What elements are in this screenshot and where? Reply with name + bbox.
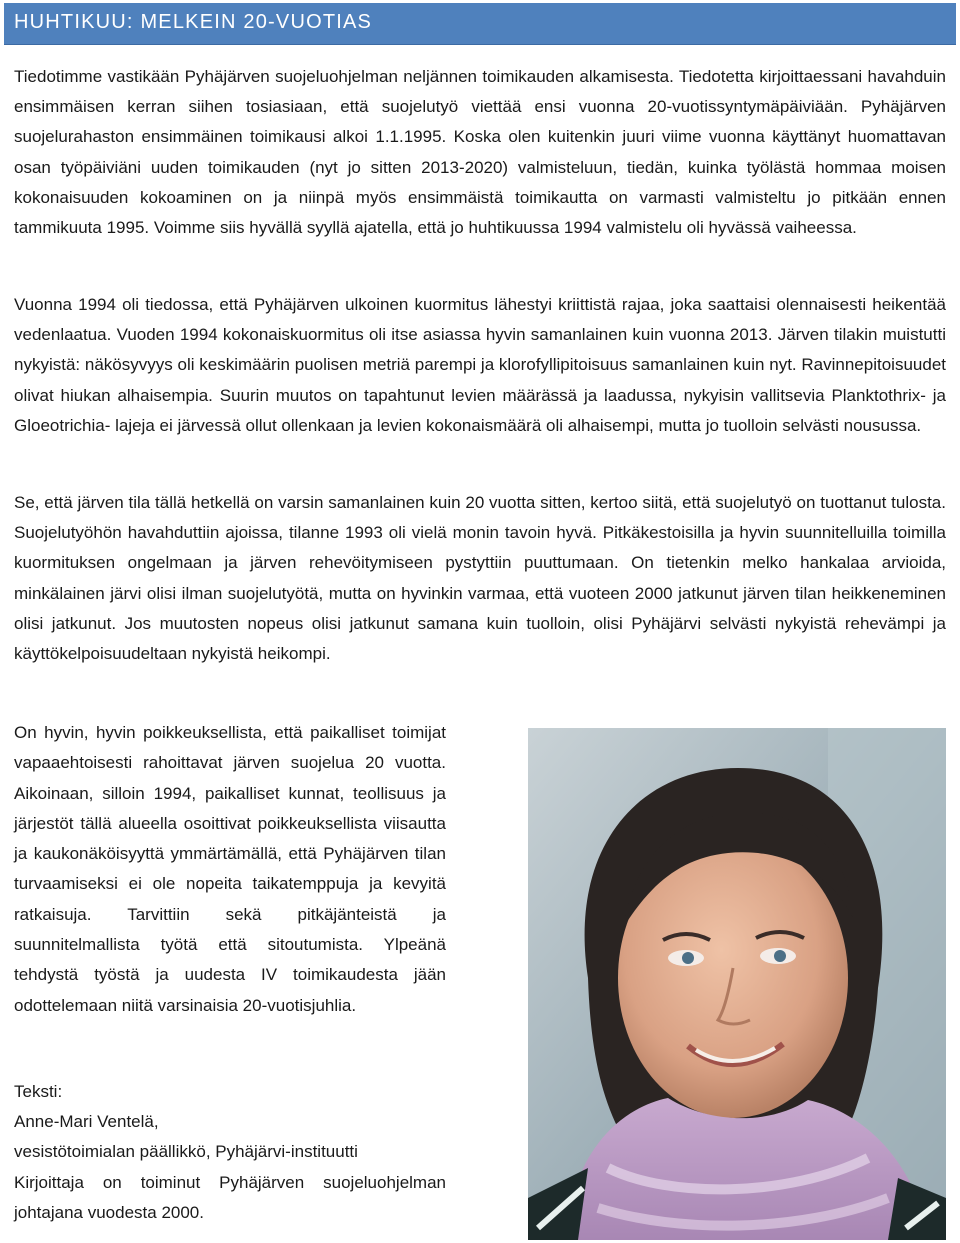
section-header-bar xyxy=(4,3,956,45)
article-paragraph: Se, että järven tila tällä hetkellä on varsin samanlainen kuin 20 vuotta sitten, kertoo siitä, että suojelutyö on tuottanut tulosta. Suojelutyöhön havahduttiin ajoissa, tilanne 1993 oli vielä monin tavoin hyvä. Pitkäkestoisilla ja hyvin suunnitelluilla toimilla kuormituksen ongelmaan ja järven rehevöitymiseen pystyttiin puuttumaan. On tietenkin melko hankalaa arvioida, minkälainen järvi olisi ilman suojelutyötä, mutta on hyvinkin varmaa, että vuoteen 2000 jatkunut järven tilan heikkeneminen olisi jatkunut. Jos muutosten nopeus olisi jatkunut samana kuin tuolloin, olisi Pyhäjärvi selvästi nykyistä rehevämpi ja käyttökelpoisuudeltaan nykyistä heikompi. xyxy=(14,493,946,664)
article-paragraph: On hyvin, hyvin poikkeuksellista, että paikalliset toimijat vapaaehtoisesti rahoittavat järven suojelua 20 vuotta. Aikoinaan, silloin 1994, paikalliset kunnat, teollisuus ja järjestöt tällä alueella osoittivat poikkeuksellista viisautta ja kaukonäköisyyttä ymmärtämällä, että Pyhäjärven tilan turvaamiseksi ei ole nopeita taikatemppuja ja kevyitä ratkaisuja. Tarvittiin sekä pitkäjänteistä ja suunnitelmallista työtä että sitoutumista. Ylpeänä tehdystä työstä ja uudesta IV toimikaudesta jään odottelemaan niitä varsinaisia 20-vuotisjuhlia. xyxy=(14,723,446,1015)
credits-label: Teksti: xyxy=(14,1082,63,1101)
author-credits xyxy=(14,1077,446,1228)
article-paragraph: Tiedotimme vastikään Pyhäjärven suojeluohjelman neljännen toimikauden alkamisesta. Tiedotetta kirjoittaessani havahduin ensimmäisen kerran siihen tosiasiaan, että suojelutyö viettää ensi vuonna 20-vuotissyntymäpäiviään. Pyhäjärven suojelurahaston ensimmäinen toimikausi alkoi 1.1.1995. Koska olen kuitenkin juuri viime vuonna käyttänyt huomattavan osan työpäiviäni uuden toimikauden (nyt jo sitten 2013-2020) valmisteluun, tiedän, kuinka työlästä hommaa moisen kokonaisuuden kokoaminen on ja niinpä myös ensimmäistä toimikautta on varmasti valmisteltu jo pitkään ennen tammikuuta 1995. Voimme siis hyvällä syyllä ajatella, että jo huhtikuussa 1994 valmistelu oli hyvässä vaiheessa. xyxy=(14,67,946,238)
author-name: Anne-Mari Ventelä, xyxy=(14,1112,159,1132)
author-note: Kirjoittaja on toiminut Pyhäjärven suojeluohjelman johtajana vuodesta 2000. xyxy=(14,1172,446,1222)
portrait-illustration xyxy=(528,728,946,1240)
article-paragraph: Vuonna 1994 oli tiedossa, että Pyhäjärven ulkoinen kuormitus lähestyi kriittistä rajaa, joka saattaisi olennaisesti heikentää vedenlaatua. Vuoden 1994 kokonaiskuormitus oli itse asiassa hyvin samanlainen kuin vuonna 2013. Järven tilakin muistutti nykyistä: näkösyvyys oli keskimäärin puolisen metriä parempi ja klorofyllipitoisuus samanlainen kuin nyt. Ravinnepitoisuudet olivat hiukan alhaisempia. Suurin muutos on tapahtunut levien määrässä ja laadussa, nykyisin vallitsevia Planktothrix- ja Gloeotrichia- lajeja ei järvessä ollut ollenkaan ja levien kokonaismäärä oli alhaisempi, mutta jo tuolloin selvästi nousussa. xyxy=(14,295,946,435)
section-title: HUHTIKUU: MELKEIN 20-VUOTIAS xyxy=(14,11,373,33)
author-role: vesistötoimialan päällikkö, Pyhäjärvi-instituutti xyxy=(14,1142,358,1162)
author-portrait-photo xyxy=(528,728,946,1240)
